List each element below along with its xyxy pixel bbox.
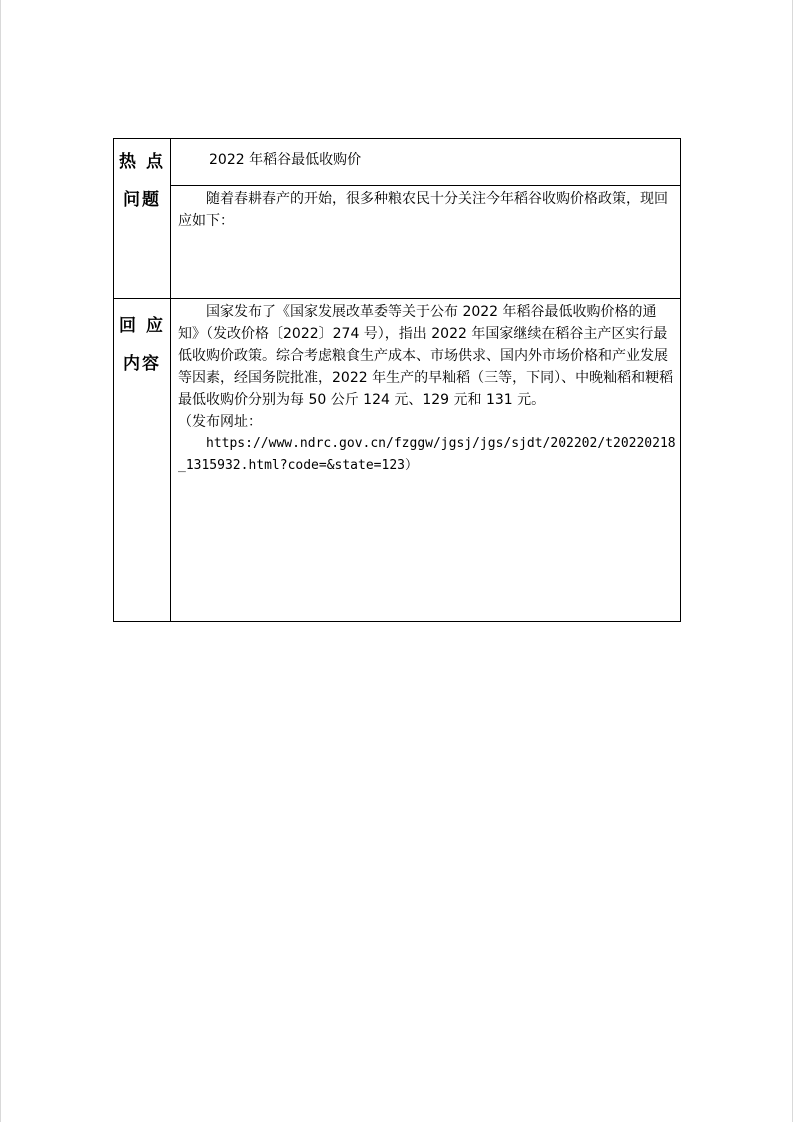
response-label-line1: 回 应: [119, 316, 165, 336]
response-label-cell: [114, 299, 171, 622]
hot-topic-label-cell: [114, 139, 171, 299]
hot-topic-label-line2: 问题: [123, 190, 161, 210]
response-label-line2: 内容: [123, 354, 161, 374]
answer-row: [114, 299, 681, 622]
topic-title-cell: [171, 139, 681, 186]
hot-topic-label-line1: 热 点: [119, 152, 165, 172]
response-content-cell: [171, 299, 681, 622]
source-label: （发布网址：: [178, 414, 262, 430]
page-edge-left: [0, 0, 1, 1122]
policy-response-table: [113, 138, 681, 622]
question-cell: [171, 186, 681, 299]
response-paragraph: 国家发布了《国家发展改革委等关于公布 2022 年稻谷最低收购价格的通知》（发改价格〔2022〕274 号），指出 2022 年国家继续在稻谷主产区实行最低收购价政策。综合考虑粮食生产成本、市场供求、国内外市场价格和产业发展等因素，经国务院批准，2022 年生产的早籼稻（三等，下同）、中晚籼稻和粳稻最低收购价分别为每 50 公斤 124 元、129 元和 131 元。: [178, 304, 674, 408]
topic-title: 2022 年稻谷最低收购价: [209, 152, 362, 168]
question-row: [114, 186, 681, 299]
topic-title-row: [114, 139, 681, 186]
question-text: 随着春耕春产的开始，很多种粮农民十分关注今年稻谷收购价格政策，现回应如下：: [178, 191, 668, 229]
source-url-link[interactable]: https://www.ndrc.gov.cn/fzggw/jgsj/jgs/sjdt/202202/t20220218_1315932.html?code=&state=123）: [178, 436, 676, 473]
